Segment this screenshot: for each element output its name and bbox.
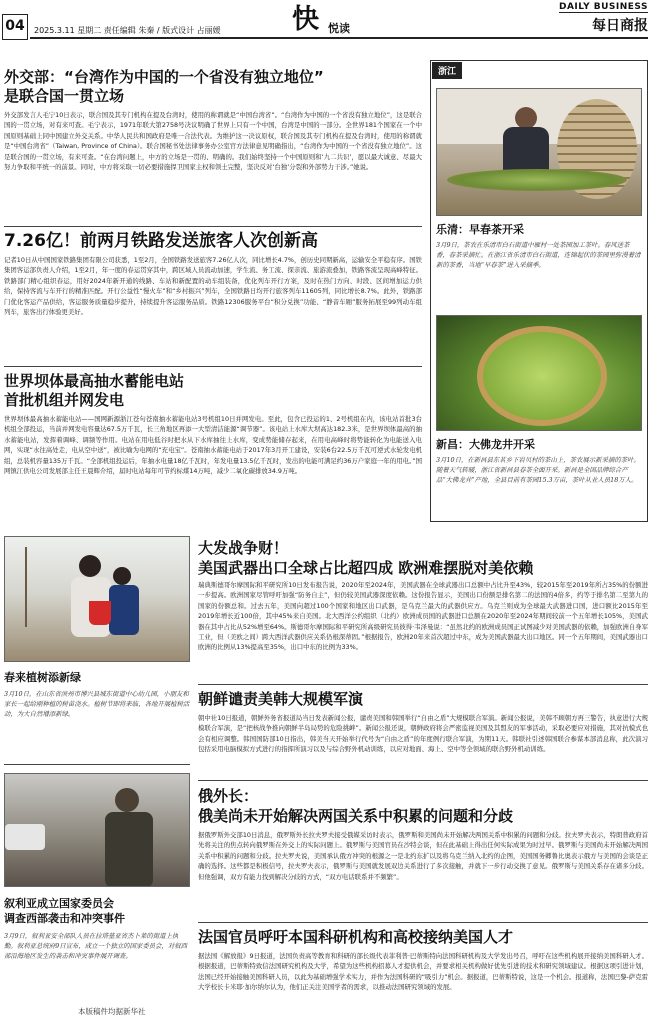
article-title[interactable]: 世界坝体最高抽水蓄能电站 — [4, 372, 185, 390]
article-france-talent — [198, 928, 648, 1024]
page-number: 04 — [2, 14, 28, 40]
article-title[interactable]: 俄美尚未开始解决两国关系中积累的问题和分歧 — [198, 807, 514, 825]
tree-trunk — [25, 547, 27, 627]
article-body: 外交部发言人毛宁10日表示，联合国及其专门机构在提及台湾时，使用的称谓就是“中国台湾省”。“台湾作为中国的一个省没有独立地位”，这是联合国的一贯立场，对有来可查。毛宁表示，1971年联大第2758号决议明确了世界上只有一个中国，台湾是中国的一部分。全世界181个国家在一个中国原则基础上同中国建立外交关系。中华人民共和国政府是唯一合法代表。为维护这一决议原权，联合国及其专门机构在提及台湾时，使用的称谓就是“中国台湾省”（Taiwan, Province of China）。联合国秘书处法律事务办公室官方法律意见明确指出，“台湾作为中国的一个省没有独立地位”。这是联合国的一贯立场，有来可查。“在台湾问题上，中方的立场是一贯的、明确的。我们始终坚持一个中国原则和‘九二共识’，愿以最大诚意、尽最大努力争取和平统一的前景。同时，中方将采取一切必要措施捍卫国家主权和领土完整，坚决反对‘台独’分裂和外部势力干涉。”她说。 — [4, 111, 422, 172]
tea-leaves-photo[interactable] — [436, 315, 642, 431]
adult-head — [79, 555, 101, 577]
article-body: 瑞典斯德哥尔摩国际和平研究所10日发布报告说，2020年至2024年，美国武器在全球武器出口总额中占比升至43%，较2015年至2019年所占35%的份额进一步提高。欧洲国家尽管呼吁加强“防务自主”，但仍较美国武器深度依赖。这份报告显示，美国出口份额是排名第二的法国的4倍多，约等于排名第二至第九的国家的份额总和。过去五年，美国向超过100个国家和地区出口武器，是乌克兰最大的武器供应方。乌克兰则成为全球最大武器进口国，进口额比2015年至2019年增长近100倍，其中45%来自美国。北大西洋公约组织（北约）欧洲成员国的武器进口总额在2020年至2024年期间较前一个五年增长105%，美国武器在其中占比从52%增至64%。斯德哥尔摩国际和平研究所高级研究员彼得·韦泽曼说：“虽然北约的欧洲成员国正试图减少对美国武器的依赖，加强欧洲自身军工业，但（美欧之间）跨大西洋武器供应关系仍根深蒂固。”根据报告，欧洲20年来首次超过中东，成为美国武器最大出口地区。同一个五年期间，美国武器出口欧洲的比例从13%提高至35%，出口中东的比例为33%。 — [198, 581, 648, 652]
worker-body — [503, 127, 549, 173]
photo-caption-body: 3月9日，叙利亚安全部队人员在拉塔基亚省杰卜莱的街道上执勤。叙利亚总统府9日宣布，成立一个独立的国家委员会，对叙西部沿海地区发生的袭击和冲突事件展开调查。 — [4, 932, 188, 960]
caption-title: 乐清：早春茶开采 — [436, 223, 524, 236]
syria-security-photo[interactable] — [4, 773, 190, 887]
article-pumped-storage — [4, 372, 422, 554]
white-car — [5, 824, 45, 850]
page-header — [0, 0, 652, 44]
tea-processing-photo[interactable] — [436, 88, 642, 216]
header-meta: 2025.3.11 星期二 责任编辑 朱秦 / 版式设计 占丽媛 — [34, 26, 221, 35]
tea-tray — [447, 169, 627, 191]
section-name: 悦读 — [328, 22, 350, 35]
article-body: 据俄罗斯外交部10日消息，俄罗斯外长拉夫罗夫接受俄媒采访时表示，俄罗斯和美国尚未开始解决两国关系中积累的问题和分歧。拉夫罗夫表示，特朗普政府首先将关注的焦点转向俄罗斯在外交上的实际问题上。俄罗斯与美国官员在沙特会谈，但在此基础上得出任何实际成果为时过早。俄罗斯与美国尚未开始解决两国关系中积累的问题和分歧。拉夫罗夫说，美国承认俄方冲突的根源之一是北约东扩以及将乌克兰纳入北约的企图，美国国务卿鲁比奥表示俄方与美国的会谈是正确的选择。这些都是积极信号，拉夫罗夫表示，俄罗斯与美国就发展双边关系进行了多次接触，并就下一步行动交换了意见。俄罗斯与美国关系存在诸多分歧。但他强调，双方有能力找到解决分歧的方式，“双方电话联系并不频繁”。 — [198, 831, 648, 881]
child-head — [113, 567, 131, 585]
article-title[interactable]: 外交部：“台湾作为中国的一个省没有独立地位” — [4, 68, 324, 86]
divider — [198, 780, 648, 781]
article-title[interactable]: 法国官员呼吁本国科研机构和高校接纳美国人才 — [198, 928, 514, 946]
photo-caption-title: 春来植树添新绿 — [4, 671, 81, 684]
tea-basket — [477, 326, 607, 426]
divider — [4, 764, 190, 765]
caption-title: 新昌：大佛龙井开采 — [436, 438, 535, 451]
soldier-head — [115, 788, 139, 812]
article-title[interactable]: 美国武器出口全球占比超四成 欧洲难摆脱对美依赖 — [198, 559, 534, 577]
red-bucket — [89, 601, 111, 625]
section-logo-char: 快 — [292, 4, 319, 35]
article-us-arms — [198, 538, 648, 664]
region-tag: 浙江 — [432, 62, 462, 79]
header-rule — [30, 37, 648, 39]
child-body — [109, 585, 139, 635]
source-note: 本版稿件均据新华社 — [78, 1007, 146, 1016]
caption-body: 3月10日，在新昌县东茗乡下岩贝村的茶山上，茶农展示新采摘的茶叶。随着天气转暖，浙江省新昌县春茶全面开采。新昌是全国品牌综合产品“大佛龙井”产地，全县目前有茶园15.3万亩，茶叶从业人员18万人。 — [436, 456, 640, 484]
photo-caption-body: 3月10日，在山东省滨州市博兴县城东街道中心幼儿园，小朋友和家长一起给刚种植的树苗浇水。植树节即将来临，各地开展植树活动，为大自然增添新绿。 — [4, 690, 190, 718]
worker-head — [515, 107, 537, 129]
article-kicker[interactable]: 大发战争财！ — [198, 539, 289, 557]
article-kicker[interactable]: 俄外长： — [198, 787, 259, 805]
caption-body: 3月9日，茶农在乐清市白石街道中雁村一处茶园加工茶叶。春风送茶香，春茶采摘忙。在浙江省乐清市白石街道，连锦起伏的茶园里弥漫着清新的茶香，当地“早春茶”进入采摘季。 — [436, 241, 641, 269]
divider — [198, 684, 648, 685]
article-russia-us — [198, 786, 648, 906]
article-title[interactable]: 7.26亿！前两月铁路发送旅客人次创新高 — [4, 231, 318, 251]
article-body: 朝中社10日报道，朝鲜外务省报道局当日发表新闻公报，谴责美国和韩国举行“自由之盾”大规模联合军演。新闻公报说，美韩不顾朝方再三警告，执意进行大规模联合军演，是“把核战争推向朝鲜半岛局势的危险挑衅”。新闻公报还说，朝鲜政府将会严密监视美国及其盟友的军事活动，采取必要应对措施，其对抗模式也会有相应调整。韩国国防部10日指出，韩美当天开始举行代号为“自由之盾”的年度例行联合军演，为期11天。韩联社引述韩国联合参谋本部消息称，此次演习包括采用电脑模拟方式进行的指挥所演习以及与综合野外机动训练，以应对地面、海上、空中等全领域的联合野外机动训练。 — [198, 714, 648, 754]
article-dprk — [198, 690, 648, 785]
article-title-line2[interactable]: 是联合国一贯立场 — [4, 87, 125, 105]
article-title[interactable]: 朝鲜谴责美韩大规模军演 — [198, 690, 364, 708]
article-body: 据法国《解放报》9日报道，法国负责高等教育和科研的部长级代表菲利普·巴蒂斯特向法国科研机构及大学发出号召，呼吁在这些机构展开接纳美国科研人才。根据报道，巴蒂斯特致信法国研究机构及大学，希望为这些机构招募人才提供机会，并要求相关机构做好优先引进的技术和研究领域建议。根据这项引进计划，法国已经开始接触美国科研人员，以此为基础增强学术实力，并作为法国科研的“吸引力”机会。据报道，巴蒂斯特说，这是一个机会。报道称，法国巴黎-萨克雷大学校长卡米耶·加尔纳尔认为，他们正关注美国学者的需求，以推动法国研究领域的发展。 — [198, 952, 648, 992]
divider — [4, 226, 422, 227]
divider — [198, 922, 648, 923]
newspaper-name: 每日商报 — [592, 18, 648, 34]
newspaper-english-name: DAILY BUSINESS — [558, 2, 648, 12]
tree-planting-photo[interactable] — [4, 536, 190, 662]
article-railway — [4, 232, 422, 369]
photo-caption-title-line2: 调查西部袭击和冲突事件 — [4, 912, 125, 925]
article-title-line2[interactable]: 首批机组并网发电 — [4, 391, 125, 409]
photo-caption-title: 叙利亚成立国家委员会 — [4, 897, 114, 910]
soldier-body — [105, 812, 153, 887]
divider — [4, 366, 422, 367]
article-body: 记者10日从中国国家铁路集团有限公司获悉，1至2月，全国铁路发送旅客7.26亿人次，同比增长4.7%，创历史同期新高，运输安全平稳有序。国铁集团客运部负责人介绍，1至2月，年一度的春运贯穿其中，跨区域人员流动加速，学生流、务工流、探亲流、旅游流叠加，铁路客流呈现高峰特征。铁路部门精心组织春运，用好2024年新开通的线路、车站和新配置的动车组装备，优化列车开行方案，及时在热门方向、时段、区间增加运力供给，保持客流与车开行的精准匹配。开行公益性“慢火车”和“乡村振兴”列车，全国铁路日均开行旅客列车11605列，同比增长8.7%。此外，铁路部门优化客运产品供给，客运服务质量稳步提升，持续提升客运服务品质。铁路12306服务平台“积分兑换”功能、“静音车厢”服务拓展至99列动车组列车，旅客出行体验更美好。 — [4, 256, 422, 317]
article-body: 世界坝体最高抽水蓄能电站——国网新源浙江苍句苍南抽水蓄能电站3号机组10日并网发电。至此，包含已投运的1、2号机组在内，该电站首批3台机组全部投运，当前并网发电容量达67.5万千瓦，长三角地区再添一大型清洁能源“调节器”。该电站上水库大坝高达182.3米，是世界坝体最高的抽水蓄能电站，发挥着调峰、调频等作用。电站在用电低谷时把水从下水库抽往上水库，变成势能储存起来，在用电高峰时将势能转化为电能送入电网，实现“水往高处走，电从空中送”，被比喻为电网的“充电宝”。苍南抽水蓄能电站于2017年3月开工建设，安装6台22.5万千瓦可逆式水轮发电机组，总装机容量135万千瓦。“全部机组投运后，年抽水电量18亿千瓦时，年发电量13.5亿千瓦时，发出的电能可满足约36万户家庭一年的用电。”国网镇江供电公司发展部主任王晨辉介绍，届时电站每年可节约标煤14万吨，减少二氧化碳排放34.9万吨。 — [4, 415, 422, 476]
